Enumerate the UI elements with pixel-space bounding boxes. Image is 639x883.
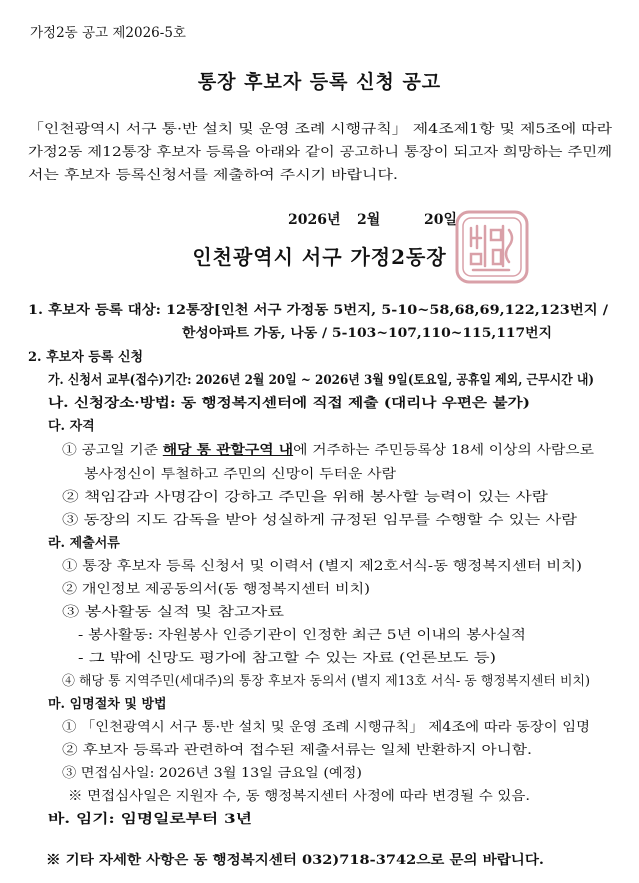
intro-line-1: 「인천광역시 서구 통·반 설치 및 운영 조례 시행규칙」 제4조제1항 및 제5조에 따라 [28,122,612,137]
item-ma-3: ③ 면접심사일: 2026년 3월 13일 금요일 (예정) [62,766,362,781]
item-ma-note: ※ 면접심사일은 지원자 수, 동 행정복지센터 사정에 따라 변경될 수 있음. [68,789,530,804]
intro-line-3: 서는 후보자 등록신청서를 제출하여 주시기 바랍니다. [28,168,398,183]
jurisdiction-emphasis: 해당 통 관할구역 내 [162,443,294,458]
section-2-heading: 2. 후보자 등록 신청 [28,350,144,365]
item-da-1: ① 공고일 기준 해당 통 관할구역 내에 거주하는 주민등록상 18세 이상의 사람으로 [62,443,594,458]
item-da-2: ② 책임감과 사명감이 강하고 주민을 위해 봉사할 능력이 있는 사람 [62,490,548,505]
item-ma-2: ② 후보자 등록과 관련하여 접수된 제출서류는 일체 반환하지 아니함. [62,743,532,758]
item-da-3: ③ 동장의 지도 감독을 받아 성실하게 규정된 임무를 수행할 수 있는 사람 [62,513,577,528]
item-da-heading: 다. 자격 [48,419,95,434]
item-ra-2: ② 개인정보 제공동의서(동 행정복지센터 비치) [62,582,370,597]
page-title: 통장 후보자 등록 신청 공고 [197,71,442,93]
doc-number: 가정2동 공고 제2026-5호 [30,25,186,41]
date-month: 2월 [357,212,381,228]
intro-line-2: 가정2동 제12통장 후보자 등록을 아래와 같이 공고하니 통장이 되고자 희망하는 주민께 [28,145,612,160]
item-da-1-cont: 봉사정신이 투철하고 주민의 신망이 두터운 사람 [84,467,396,482]
footer-notice: ※ 기타 자세한 사항은 동 행정복지센터 032)718-3742으로 문의 바랍니다. [46,853,544,868]
section-1-line-2: 한성아파트 가동, 나동 / 5-103~107,110~115,117번지 [182,326,552,341]
item-na: 나. 신청장소·방법: 동 행정복지센터에 직접 제출 (대리나 우편은 불가) [48,396,530,411]
date-year: 2026년 [288,212,341,228]
item-ra-3-a: - 봉사활동: 자원봉사 인증기관이 인정한 최근 5년 이내의 봉사실적 [78,628,526,643]
item-ra-4: ④ 해당 통 지역주민(세대주)의 통장 후보자 동의서 (별지 제13호 서식- 동 행정복지센터 비치) [62,674,590,689]
item-ra-3-b: - 그 밖에 신망도 평가에 참고할 수 있는 자료 (언론보도 등) [78,651,496,666]
item-ba: 바. 임기: 임명일로부터 3년 [48,812,252,827]
item-ga: 가. 신청서 교부(접수)기간: 2026년 2월 20일 ~ 2026년 3월 9일(토요일, 공휴일 제외, 근무시간 내) [48,373,594,388]
item-ma-1: ① 「인천광역시 서구 통·반 설치 및 운영 조례 시행규칙」 제4조에 따라 동장이 임명 [62,720,590,735]
item-ma-heading: 마. 임명절차 및 방법 [48,697,167,712]
issuer-name: 인천광역시 서구 가정2동장 [192,245,447,269]
section-1-line-1: 1. 후보자 등록 대상: 12통장[인천 서구 가정동 5번지, 5-10~58,68,69,122,123번지 / [28,303,608,318]
item-ra-1: ① 통장 후보자 등록 신청서 및 이력서 (별지 제2호서식-동 행정복지센터 비치) [62,559,582,574]
date-day: 20일 [424,212,458,228]
item-ra-heading: 라. 제출서류 [48,536,120,551]
item-ra-3: ③ 봉사활동 실적 및 참고자료 [62,605,284,620]
